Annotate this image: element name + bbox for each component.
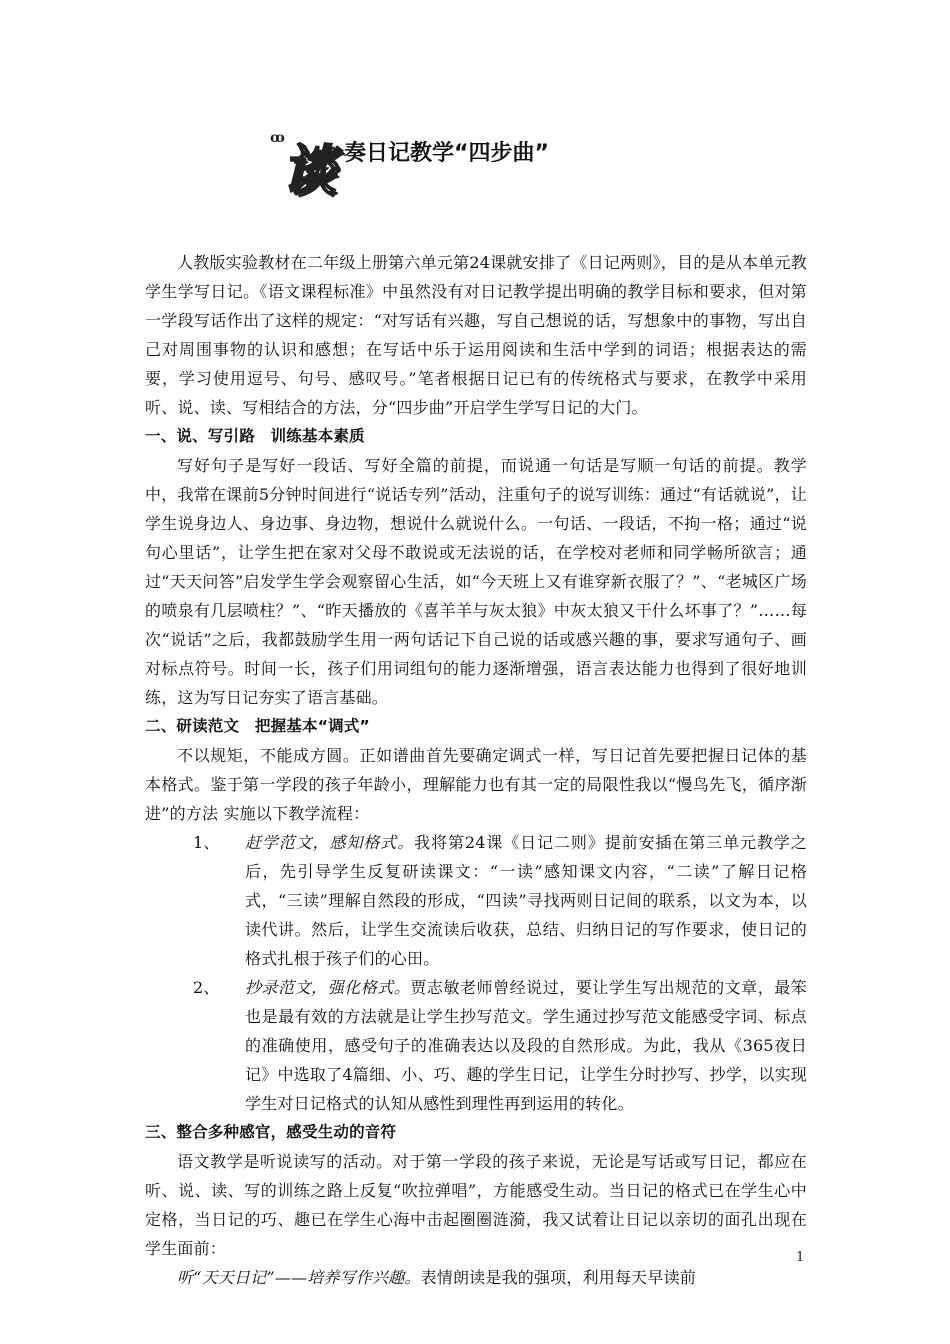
list-lead: 赶学范文，感知格式。 (245, 833, 415, 852)
article-title (270, 128, 710, 202)
subparagraph-lead: 听“天天日记”——培养写作兴趣。 (177, 1268, 421, 1287)
list-body (245, 828, 807, 973)
page-number: 1 (796, 1250, 805, 1265)
list-text: 贾志敏老师曾经说过，要让学生写出规范的文章，最笨也是最有效的方法就是让学生抄写范文。学生通过抄写范文能感受字词、标点的准确使用，感受句子的准确表达以及段的自然形成。为此，我从《365夜日记》中选取了4篇细、小、巧、趣的学生日记，让学生分时抄写、抄学，以实现学生对日记格式的认知从感性到理性再到运用的转化。 (245, 978, 807, 1113)
list-number: 2、 (193, 978, 220, 997)
section1-heading: 一、说、写引路 训练基本素质 (145, 427, 365, 445)
section3-paragraph: 语文教学是听说读写的活动。对于第一学段的孩子来说，无论是写话或写日记，都应在听、说、读、写的训练之路上反复“吹拉弹唱”，方能感受生动。当日记的格式已在学生心中定格，当日记的巧、趣已在学生心海中击起圈圈涟漪，我又试着让日记以亲切的面孔出现在学生面前： (145, 1152, 807, 1258)
list-number: 1、 (193, 833, 220, 852)
list-lead: 抄录范文，强化格式。 (245, 978, 411, 997)
section3-subparagraph (145, 1263, 807, 1292)
list-body (245, 973, 807, 1118)
title-text: 奏日记教学“四步曲” (344, 141, 549, 166)
section3-heading: 三、整合多种感官，感受生动的音符 (145, 1123, 397, 1141)
subparagraph-text: 表情朗读是我的强项，利用每天早读前 (420, 1268, 696, 1287)
list-item (145, 828, 807, 973)
list-text: 我将第24课《日记二则》提前安插在第三单元教学之后，先引导学生反复研读课文：“一读”感知课文内容，“二读”了解日记格式，“三读”理解自然段的形成，“四读”寻找两则日记间的联系，以文为本，以读代讲。然后，让学生交流读后收获，总结、归纳日记的写作要求，使日记的格式扎根于孩子们的心田。 (245, 833, 807, 968)
section1-paragraph: 写好句子是写好一段话、写好全篇的前提，而说通一句话是写顺一句话的前提。教学中，我常在课前5分钟时间进行“说话专列”活动，注重句子的说写训练：通过“有话就说”，让学生说身边人、身边事、身边物，想说什么就说什么。一句话、一段话，不拘一格；通过“说句心里话”，让学生把在家对父母不敢说或无法说的话，在学校对老师和同学畅所欲言；通过“天天问答”启发学生学会观察留心生活，如“今天班上又有谁穿新衣服了？”、“老城区广场的喷泉有几层喷柱？”、“昨天播放的《喜羊羊与灰太狼》中灰太狼又干什么坏事了？”……每次“说话”之后，我都鼓励学生用一两句话记下自己说的话或感兴趣的事，要求写通句子、画对标点符号。时间一长，孩子们用词组句的能力逐渐增强，语言表达能力也得到了很好地训练，这为写日记夯实了语言基础。 (145, 456, 807, 707)
section2-paragraph: 不以规矩，不能成方圆。正如谱曲首先要确定调式一样，写日记首先要把握日记体的基本格式。鉴于第一学段的孩子年龄小，理解能力也有其一定的局限性我以“慢鸟先飞，循序渐进”的方法 实施以下教学流程： (145, 746, 807, 823)
list-item (145, 973, 807, 1118)
intro-paragraph: 人教版实验教材在二年级上册第六单元第24课就安排了《日记两则》，目的是从本单元教学生学写日记。《语文课程标准》中虽然没有对日记教学提出明确的教学目标和要求，但对第一学段写话作出了这样的规定：“对写话有兴趣，写自己想说的话，写想象中的事物，写出自己对周围事物的认识和感想；在写话中乐于运用阅读和生活中学到的词语；根据表达的需要，学习使用逗号、句号、感叹号。”笔者根据日记已有的传统格式与要求，在教学中采用听、说、读、写相结合的方法，分“四步曲”开启学生学写日记的大门。 (145, 253, 807, 417)
section2-heading: 二、研读范文 把握基本“调式” (145, 717, 370, 735)
title-ornament: ꝏ (270, 130, 285, 146)
title-dropcap: 谈 (282, 138, 336, 202)
article-body (145, 248, 807, 1292)
